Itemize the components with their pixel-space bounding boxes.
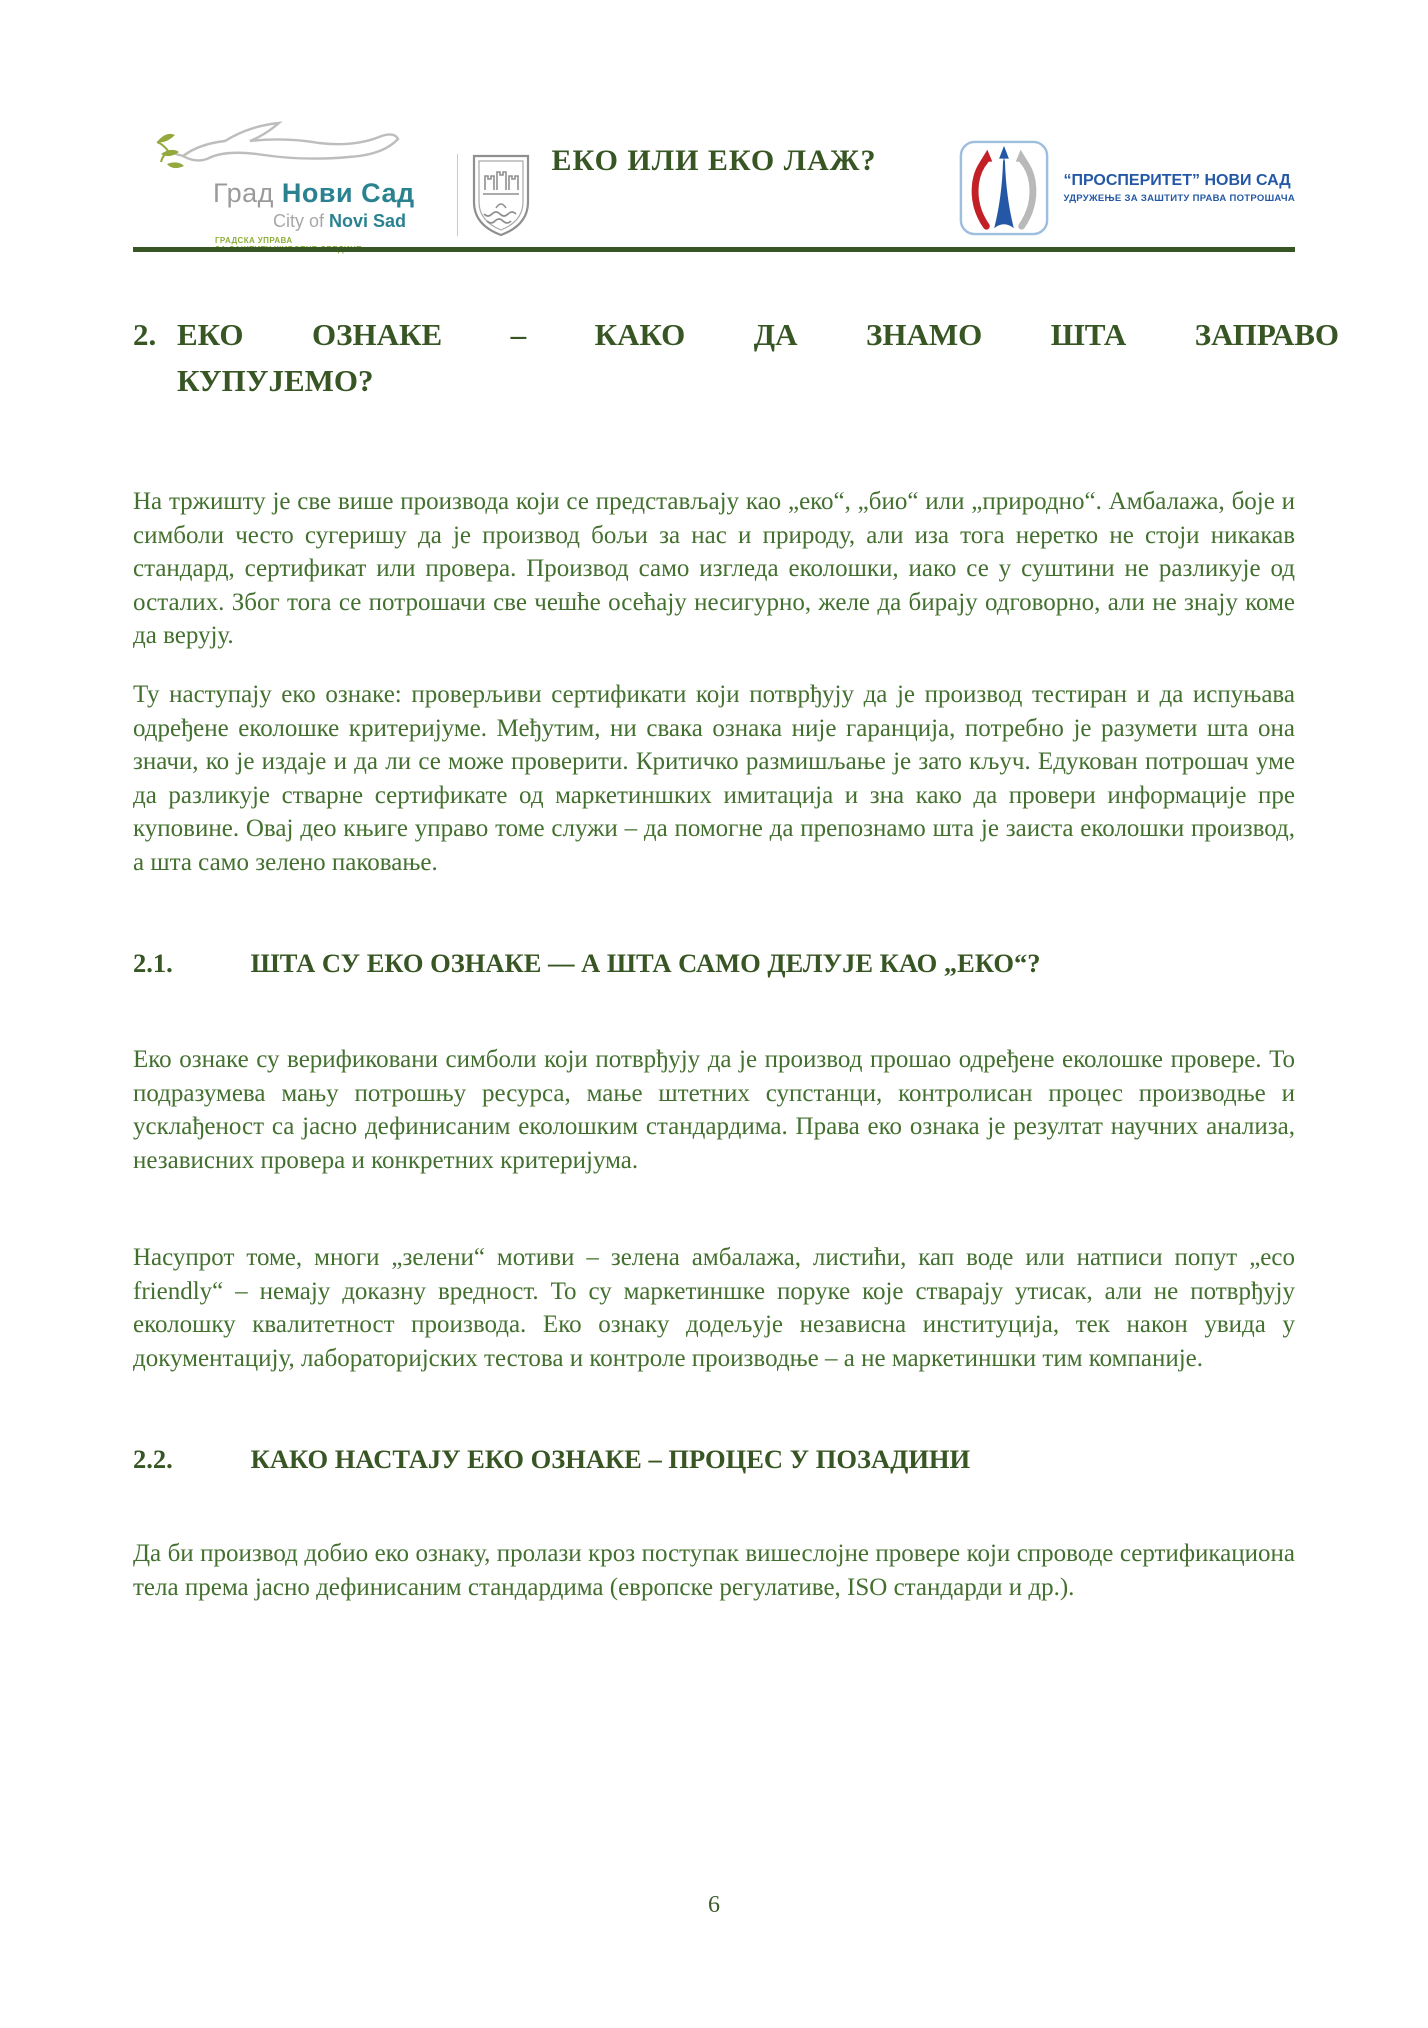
section-2-1-title: ШТА СУ ЕКО ОЗНАКЕ — А ШТА САМО ДЕЛУЈЕ КАО „ЕКО“? bbox=[250, 948, 1041, 978]
city-department-line1: ГРАДСКА УПРАВА bbox=[215, 236, 293, 245]
city-name-en-gray: City of bbox=[273, 211, 325, 231]
page-number: 6 bbox=[708, 1892, 720, 1918]
city-name-english bbox=[273, 211, 406, 232]
section-2-heading bbox=[133, 312, 1339, 404]
section-2-title-line2: КУПУЈЕМО? bbox=[177, 363, 374, 398]
prosperitet-arrows-icon bbox=[958, 140, 1050, 236]
city-name-en-teal: Novi Sad bbox=[329, 211, 407, 231]
header-divider-rule bbox=[133, 247, 1295, 252]
section-2-title-line1: ЕКО ОЗНАКЕ – КАКО ДА ЗНАМО ШТА ЗАПРАВО bbox=[177, 317, 1339, 352]
section-2-2-paragraph-1: Да би производ добио еко ознаку, пролази кроз поступак вишеслојне провере који спроводе сертификациона тела према јасно дефинисаним стандардима (европске регулативе, ISO стандарди и др.). bbox=[133, 1540, 1295, 1601]
section-2-paragraph-1: На тржишту је све више производа који се представљају као „еко“, „био“ или „природно“. Амбалажа, боје и симболи често сугеришу да је производ бољи за нас и природу, али иза тога неретко не стоји никакав стандард, сертификат или провера. Производ само изгледа еколошки, иако се у суштини не разликује од осталих. Због тога се потрошачи све чешће осећају несигурно, желе да бирају одговорно, али не знају коме да верују. bbox=[133, 488, 1295, 649]
prosperitet-text bbox=[1063, 172, 1295, 204]
section-2-2-title: КАКО НАСТАЈУ ЕКО ОЗНАКЕ – ПРОЦЕС У ПОЗАДИНИ bbox=[250, 1444, 971, 1474]
city-of-novi-sad-logo bbox=[135, 112, 535, 257]
section-2-2-number: 2.2. bbox=[133, 1444, 173, 1474]
section-2-2-heading bbox=[133, 1444, 1295, 1475]
prosperitet-logo bbox=[958, 140, 1295, 236]
city-name-serbian bbox=[213, 178, 415, 209]
section-2-1-paragraph-1: Еко ознаке су верификовани симболи који потврђују да је производ прошао одређене еколошке провере. То подразумева мању потрошњу ресурса, мање штетних супстанци, контролисан процес производње и усклађеност са јасно дефинисаним еколошким стандардима. Права еко ознака је резултат научних анализа, независних провера и конкретних критеријума. bbox=[133, 1046, 1295, 1174]
prosperitet-name: “ПРОСПЕРИТЕТ” НОВИ САД bbox=[1063, 172, 1291, 189]
city-name-sr-gray: Град bbox=[213, 178, 274, 208]
prosperitet-subtitle: УДРУЖЕЊЕ ЗА ЗАШТИТУ ПРАВА ПОТРОШАЧА bbox=[1063, 193, 1295, 204]
section-2-1-paragraph-2: Насупрот томе, многи „зелени“ мотиви – зелена амбалажа, листићи, кап воде или натписи попут „eco friendly“ – немају доказну вредност. То су маркетиншке поруке које стварају утисак, али не потврђују еколошку квалитетност производа. Еко ознаку додељује независна институција, тек након увида у документацију, лабораторијских тестова и контроле производње – а не маркетиншки тим компаније. bbox=[133, 1244, 1295, 1372]
document-title: ЕКО ИЛИ ЕКО ЛАЖ? bbox=[551, 144, 877, 177]
city-name-sr-teal: Нови Сад bbox=[281, 178, 415, 208]
section-2-1-heading bbox=[133, 948, 1295, 979]
section-2-number: 2. bbox=[133, 317, 157, 352]
section-2-1-number: 2.1. bbox=[133, 948, 173, 978]
section-2-paragraph-2: Ту наступају еко ознаке: проверљиви сертификати који потврђују да је производ тестиран и да испуњава одређене еколошке критеријуме. Међутим, ни свака ознака није гаранција, потребно је разумети шта она значи, ко је издаје и да ли се може проверити. Критичко размишљање је зато кључ. Едукован потрошач уме да разликује стварне сертификате од маркетиншких имитација и зна како да провери информације пре куповине. Овај део књиге управо томе служи – да помогне да препознамо шта је заиста еколошки производ, а шта само зелено паковање. bbox=[133, 681, 1295, 876]
